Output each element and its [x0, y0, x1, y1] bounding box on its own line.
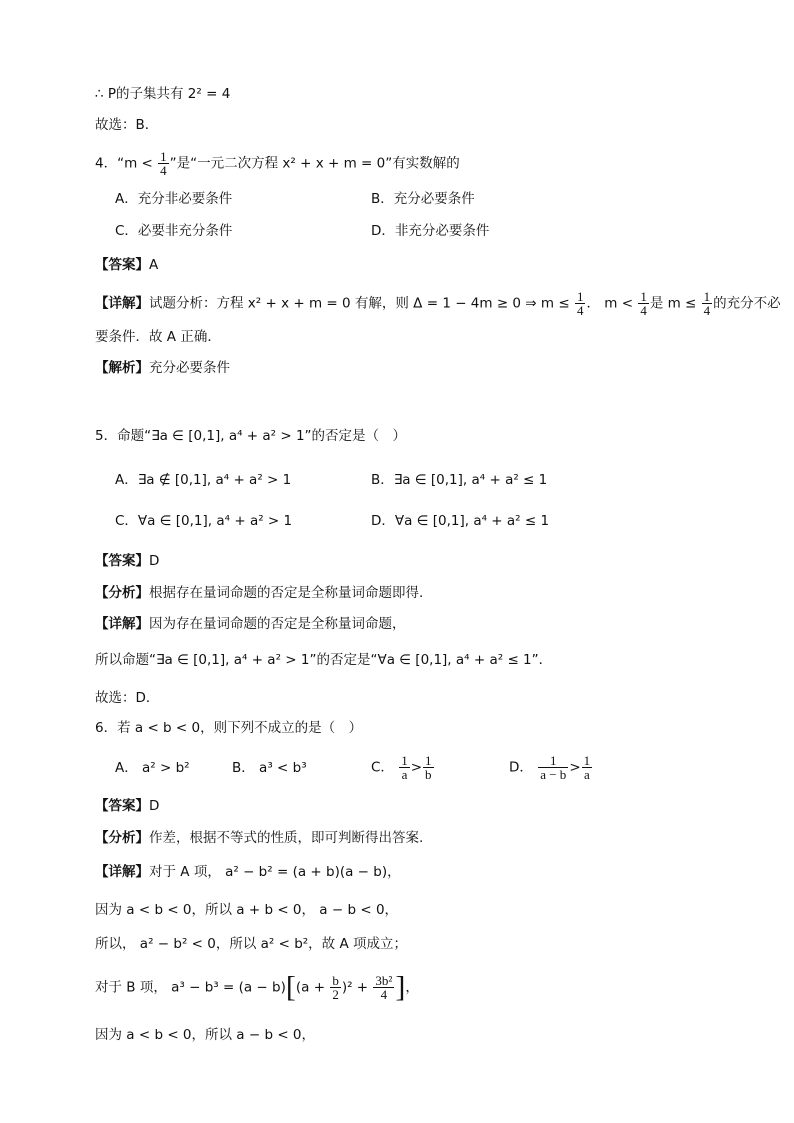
- option-d: D．∀a ∈ [0,1], a⁴ + a² ≤ 1: [371, 513, 550, 529]
- option-a: A．∃a ∉ [0,1], a⁴ + a² > 1: [115, 472, 292, 488]
- detail-line: 【详解】因为存在量词命题的否定是全称量词命题，: [95, 616, 406, 632]
- answer-line: [95, 551, 159, 571]
- fraction: $\frac{1}{4}$: [576, 289, 584, 318]
- detail-line: 【详解】试题分析：方程 x² + x + m = 0 有解，则 Δ = 1 − 4m ≥ 0 ⇒ m ≤ $\frac{1}{4}$ ． m < $\frac{1}{4}$ 是 m ≤ $\frac{1}{4}$ 的充分不必: [95, 289, 781, 318]
- answer-value: D: [149, 553, 160, 569]
- detail-line: 【详解】对于 A 项， a² − b² = (a + b)(a − b)，: [95, 864, 401, 880]
- detail-tag: 【详解】: [95, 616, 149, 632]
- analysis-line: 【分析】根据存在量词命题的否定是全称量词命题即得.: [95, 585, 424, 601]
- fraction: $\frac{1}{4}$: [703, 289, 711, 318]
- analysis-tag: 【解析】: [95, 360, 149, 376]
- fraction: $\frac{1}{a - b}$: [540, 753, 567, 782]
- detail-tag: 【详解】: [95, 864, 149, 880]
- option-c: C．必要非充分条件: [115, 223, 233, 239]
- option-b: B．∃a ∈ [0,1], a⁴ + a² ≤ 1: [371, 472, 548, 488]
- analysis-tag: 【分析】: [95, 830, 149, 846]
- option-c: C．∀a ∈ [0,1], a⁴ + a² > 1: [115, 513, 293, 529]
- answer-tag: 【答案】: [95, 553, 149, 569]
- option-c: C． $\frac{1}{a}$ > $\frac{1}{b}$: [371, 753, 432, 782]
- answer-line: [95, 255, 158, 275]
- detail-tag: 【详解】: [95, 295, 149, 312]
- text-line: 所以命题“∃a ∈ [0,1], a⁴ + a² > 1”的否定是“∀a ∈ [0,1], a⁴ + a² ≤ 1”．: [95, 652, 553, 668]
- stem-text: ”是“一元二次方程 x² + x + m = 0”有实数解的: [169, 155, 460, 172]
- text-line: 故选：B．: [95, 117, 159, 133]
- fraction: $\frac{1}{4}$: [160, 149, 167, 178]
- option-d: D． $\frac{1}{a - b}$ > $\frac{1}{a}$: [509, 753, 591, 782]
- text-line: ∴ P的子集共有 2² = 4: [95, 86, 231, 102]
- fraction: $\frac{1}{4}$: [640, 289, 647, 318]
- left-bracket: [: [285, 970, 296, 1004]
- text-line: 因为 a < b < 0，所以 a − b < 0，: [95, 1027, 316, 1043]
- fraction: $\frac{1}{a}$: [401, 753, 408, 782]
- analysis-line: 【解析】充分必要条件: [95, 360, 230, 376]
- text-line: 因为 a < b < 0，所以 a + b < 0， a − b < 0，: [95, 902, 399, 918]
- right-bracket: ]: [395, 970, 406, 1004]
- fraction: $\frac{\text{3b²}}{4}$: [375, 973, 393, 1002]
- fraction: $\frac{1}{a}$: [583, 753, 591, 782]
- text-line: 所以， a² − b² < 0，所以 a² < b²，故 A 项成立；: [95, 936, 408, 952]
- question-number: 4．: [95, 155, 118, 172]
- option-d: D．非充分必要条件: [371, 223, 490, 239]
- option-b: B．充分必要条件: [371, 191, 475, 207]
- answer-value: A: [149, 257, 159, 273]
- answer-line: [95, 796, 159, 816]
- text-line: 对于 B 项， a³ − b³ = (a − b)[(a + $\frac{b}{2}$ )² + $\frac{\text{3b²}}{4}$ ]，: [95, 970, 419, 1004]
- question-4-stem: [95, 150, 460, 177]
- fraction: $\frac{b}{2}$: [332, 973, 339, 1002]
- option-b: B． a³ < b³: [232, 760, 307, 776]
- text-line: 故选：D．: [95, 690, 160, 706]
- analysis-tag: 【分析】: [95, 585, 149, 601]
- answer-value: D: [149, 798, 160, 814]
- question-5-stem: 5．命题“∃a ∈ [0,1], a⁴ + a² > 1”的否定是（ ）: [95, 428, 407, 444]
- text-line: 要条件．故 A 正确．: [95, 329, 221, 345]
- option-a: A． a² > b²: [115, 760, 190, 776]
- answer-tag: 【答案】: [95, 257, 149, 273]
- analysis-line: 【分析】作差，根据不等式的性质，即可判断得出答案.: [95, 830, 424, 846]
- option-a: A．充分非必要条件: [115, 191, 233, 207]
- fraction: $\frac{1}{b}$: [425, 753, 432, 782]
- question-6-stem: 6．若 a < b < 0，则下列不成立的是（ ）: [95, 720, 363, 736]
- answer-tag: 【答案】: [95, 798, 149, 814]
- stem-text: “m <: [117, 155, 153, 172]
